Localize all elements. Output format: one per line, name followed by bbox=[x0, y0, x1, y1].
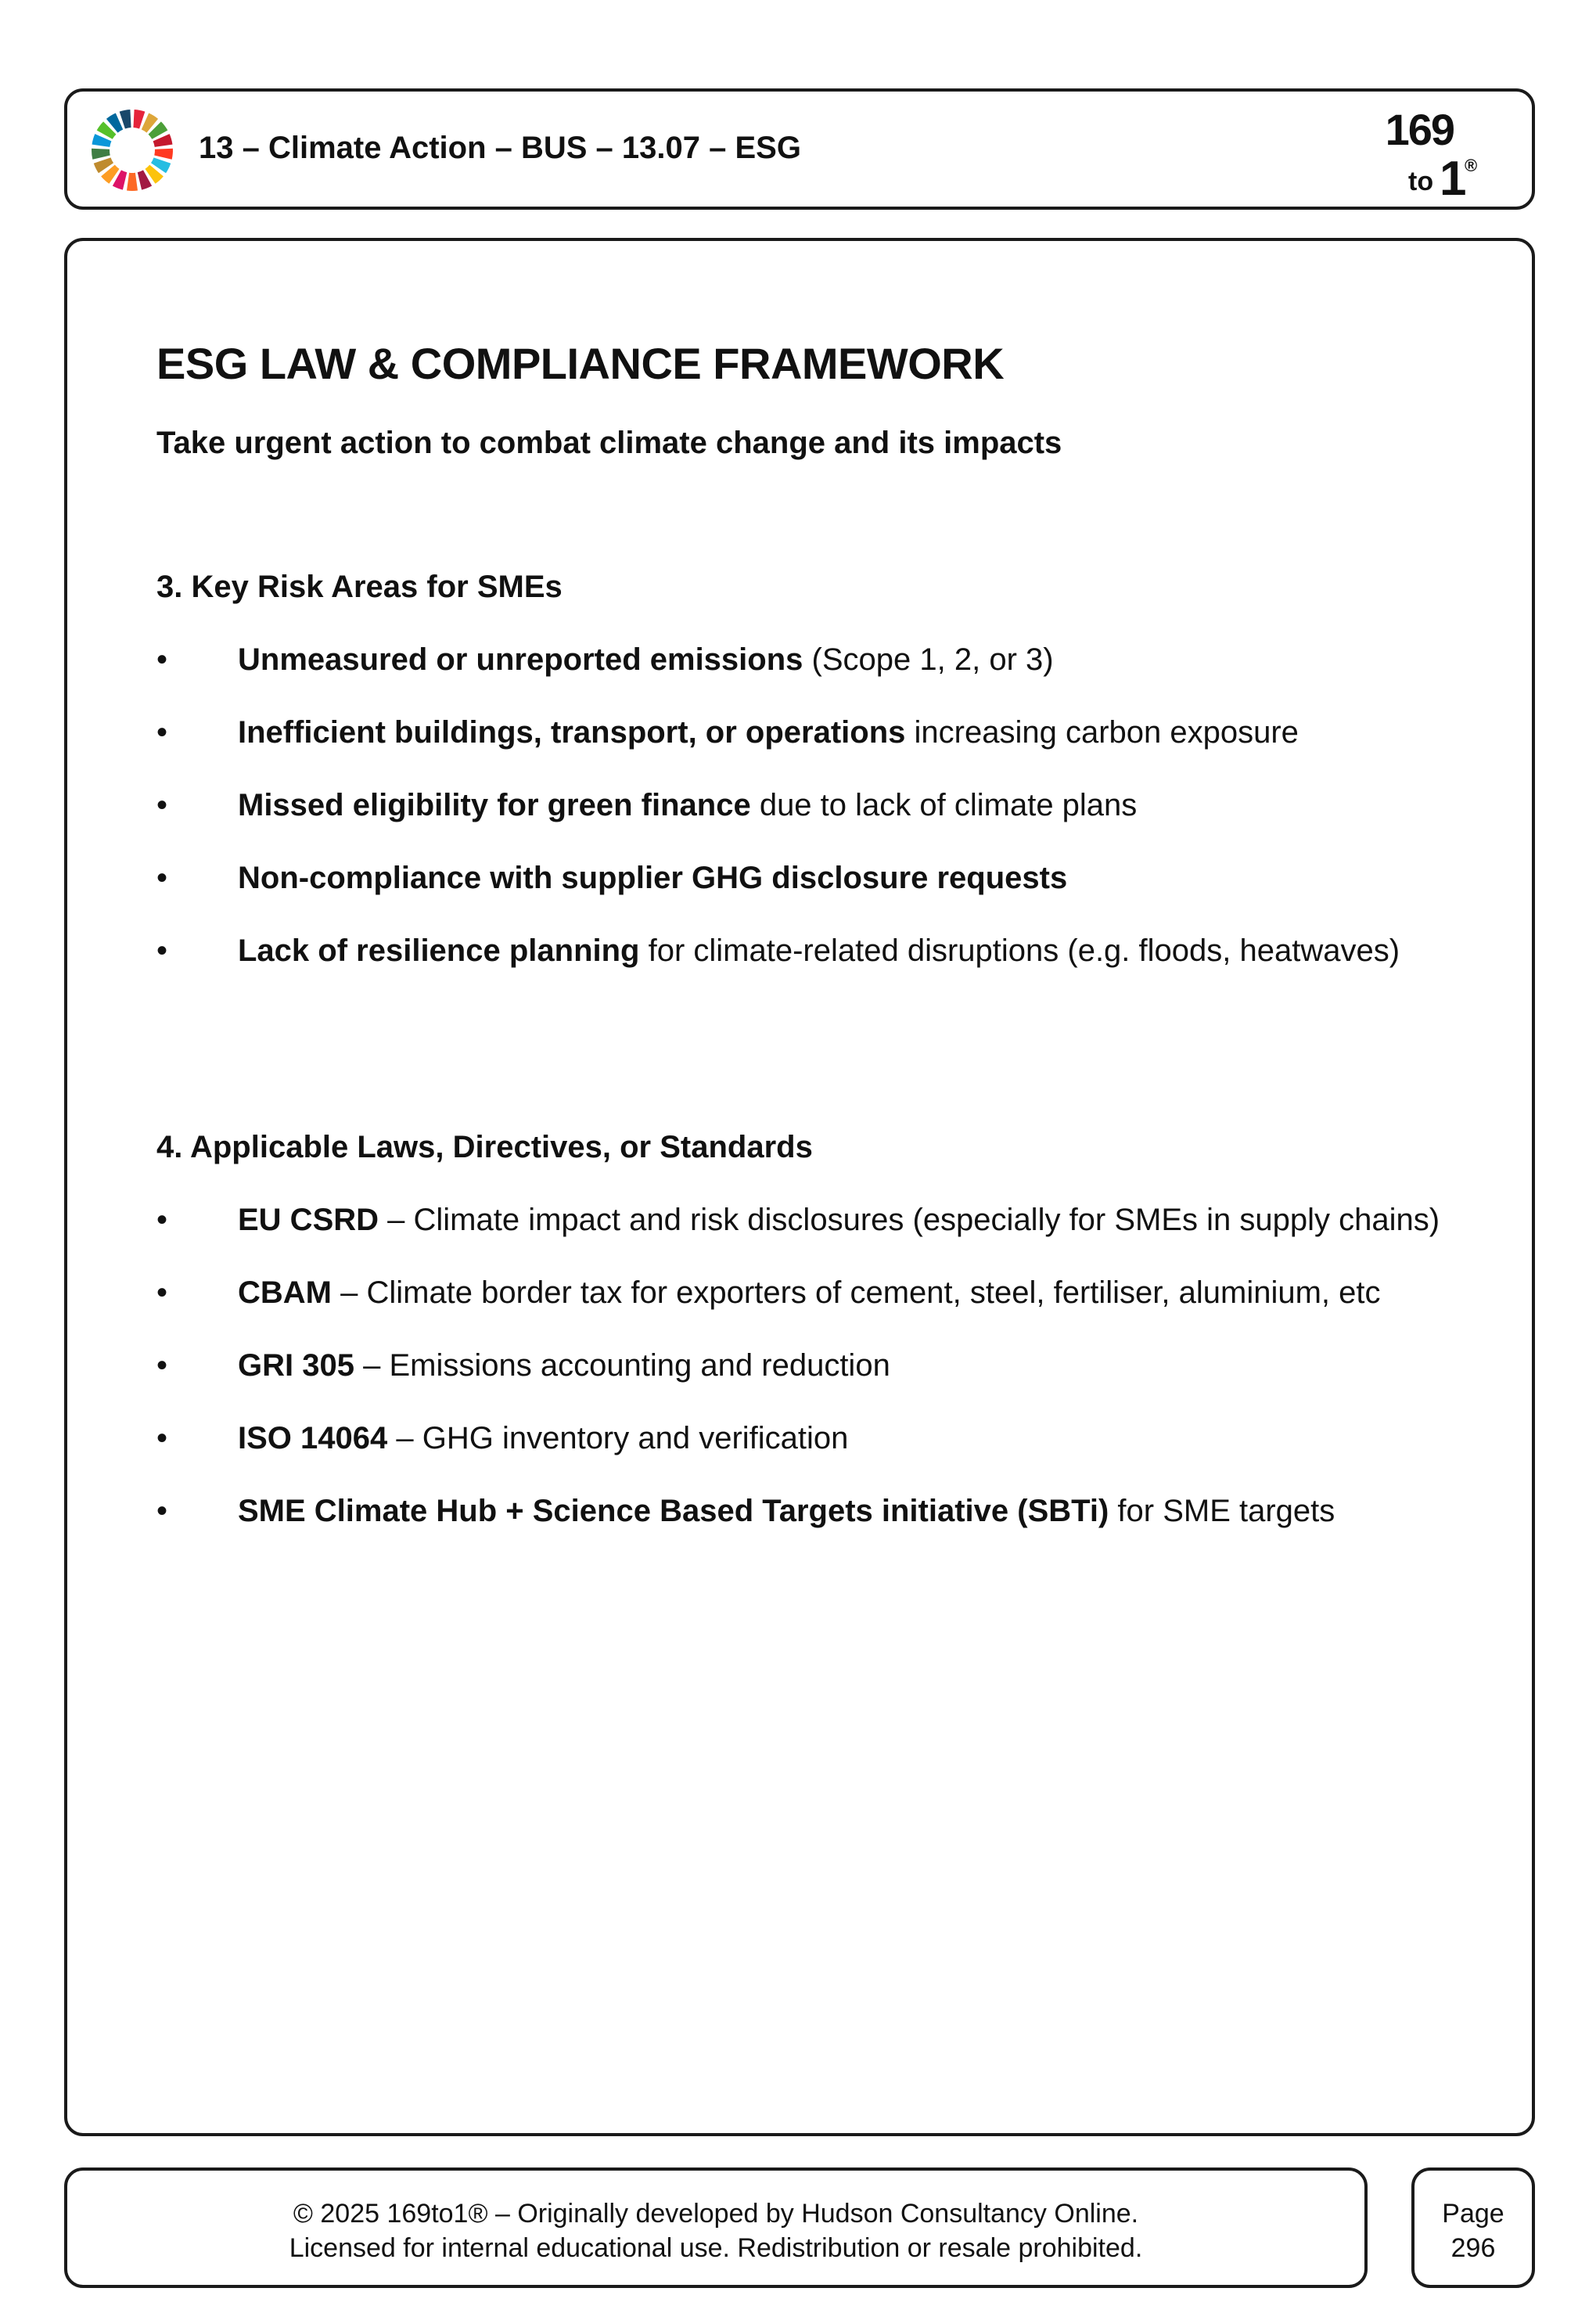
laws-list bbox=[156, 1196, 1502, 1560]
list-item-text: due to lack of climate plans bbox=[750, 788, 1138, 822]
risk-areas-list bbox=[156, 635, 1502, 999]
list-item-bold: Lack of resilience planning bbox=[238, 934, 640, 968]
list-item bbox=[156, 708, 1502, 757]
bullet-icon: • bbox=[156, 1348, 168, 1383]
bullet-icon: • bbox=[156, 642, 168, 677]
copyright-line: © 2025 169to1® – Originally developed by Hudson Consultancy Online. bbox=[293, 2199, 1139, 2229]
list-item bbox=[156, 781, 1502, 829]
list-item-bold: EU CSRD bbox=[238, 1203, 379, 1237]
list-item-text: – Climate border tax for exporters of cement, steel, fertiliser, aluminium, etc bbox=[331, 1275, 1381, 1310]
bullet-icon: • bbox=[156, 1203, 168, 1237]
bullet-icon: • bbox=[156, 1494, 168, 1528]
bullet-icon: • bbox=[156, 934, 168, 968]
list-item-text: – Emissions accounting and reduction bbox=[354, 1348, 890, 1383]
header-title: 13 – Climate Action – BUS – 13.07 – ESG bbox=[199, 131, 801, 165]
list-item-text: for SME targets bbox=[1109, 1494, 1335, 1528]
section-heading-laws: 4. Applicable Laws, Directives, or Standards bbox=[156, 1130, 813, 1164]
list-item bbox=[156, 926, 1502, 975]
page-number-box bbox=[1411, 2167, 1535, 2288]
list-item bbox=[156, 854, 1502, 902]
list-item-bold: Inefficient buildings, transport, or operations bbox=[238, 715, 906, 750]
brand-one: 1 bbox=[1440, 152, 1467, 206]
list-item-bold: ISO 14064 bbox=[238, 1421, 388, 1455]
sdg-wheel-segment bbox=[92, 149, 110, 160]
brand-to: to bbox=[1408, 167, 1434, 196]
list-item-bold: SME Climate Hub + Science Based Targets initiative (SBTi) bbox=[238, 1494, 1109, 1528]
page-title: ESG LAW & COMPLIANCE FRAMEWORK bbox=[156, 339, 1005, 388]
copyright-footer bbox=[64, 2167, 1368, 2288]
list-item bbox=[156, 1341, 1502, 1390]
bullet-icon: • bbox=[156, 861, 168, 895]
sdg-wheel-segment bbox=[127, 173, 138, 191]
bullet-icon: • bbox=[156, 715, 168, 750]
list-item bbox=[156, 1268, 1502, 1317]
list-item bbox=[156, 635, 1502, 684]
bullet-icon: • bbox=[156, 788, 168, 822]
list-item-bold: Unmeasured or unreported emissions bbox=[238, 642, 803, 677]
brand-registered-mark: ® bbox=[1465, 156, 1478, 175]
page-subtitle: Take urgent action to combat climate change and its impacts bbox=[156, 426, 1062, 460]
list-item-bold: GRI 305 bbox=[238, 1348, 354, 1383]
page-label: Page bbox=[1442, 2199, 1504, 2229]
brand-logo bbox=[1375, 99, 1485, 205]
list-item-text: – GHG inventory and verification bbox=[387, 1421, 849, 1455]
list-item-text: – Climate impact and risk disclosures (especially for SMEs in supply chains) bbox=[379, 1203, 1440, 1237]
list-item bbox=[156, 1487, 1502, 1535]
sdg-wheel-icon bbox=[89, 107, 175, 193]
list-item-text: for climate-related disruptions (e.g. floods, heatwaves) bbox=[639, 934, 1400, 968]
bullet-icon: • bbox=[156, 1275, 168, 1310]
list-item-bold: CBAM bbox=[238, 1275, 332, 1310]
document-header bbox=[64, 88, 1535, 210]
sdg-wheel-segment bbox=[154, 149, 173, 160]
license-line: Licensed for internal educational use. Redistribution or resale prohibited. bbox=[289, 2233, 1143, 2263]
page-number: 296 bbox=[1450, 2233, 1496, 2263]
section-heading-risk-areas: 3. Key Risk Areas for SMEs bbox=[156, 570, 563, 604]
list-item-text: (Scope 1, 2, or 3) bbox=[803, 642, 1054, 677]
bullet-icon: • bbox=[156, 1421, 168, 1455]
list-item bbox=[156, 1196, 1502, 1244]
list-item bbox=[156, 1414, 1502, 1462]
brand-number: 169 bbox=[1385, 105, 1454, 154]
list-item-bold: Non-compliance with supplier GHG disclosure requests bbox=[238, 861, 1068, 895]
list-item-bold: Missed eligibility for green finance bbox=[238, 788, 751, 822]
content-panel bbox=[64, 238, 1535, 2136]
list-item-text: increasing carbon exposure bbox=[905, 715, 1299, 750]
